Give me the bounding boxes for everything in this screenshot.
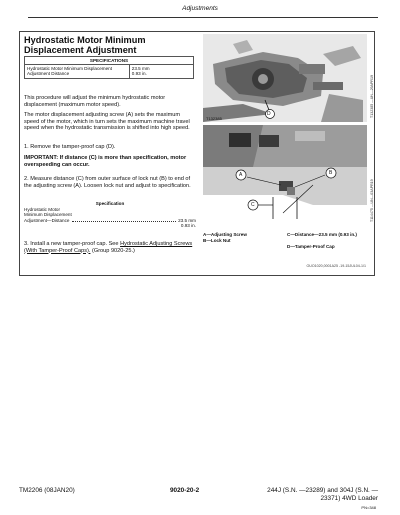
spec-value-in: 0.93 in.: [131, 71, 147, 77]
figure-code: T132385: [206, 116, 222, 121]
legend-tamper-proof-cap: D—Tamper-Proof Cap: [287, 244, 335, 249]
dot-leader: [72, 221, 176, 222]
legend-distance: C—Distance—23.5 mm (0.93 in.): [287, 232, 357, 237]
footer-model: 244J (S.N. —23289) and 304J (S.N. —23371) 4WD Loader: [267, 487, 378, 502]
spec-value-cell: [129, 65, 193, 79]
intro-paragraph: This procedure will adjust the minimum hydrostatic motor displacement (maximum motor speed).: [24, 95, 166, 108]
motor-illustration: [203, 34, 367, 122]
table-row: [25, 65, 194, 79]
important-label: IMPORTANT:: [24, 155, 59, 161]
legend-adjusting-screw: A—Adjusting Screw: [203, 232, 247, 237]
spec-line-2: Minimum Displacement: [24, 212, 72, 218]
specs-table-heading: SPECIFICATIONS: [25, 57, 194, 65]
page-header-title: Adjustments: [182, 5, 218, 12]
figure-callout-b: B: [329, 170, 333, 176]
figure-callout-a: A: [239, 172, 243, 178]
figure-callout-c: C: [251, 202, 255, 208]
step-3: [24, 241, 196, 254]
legend-lock-nut: B—Lock Nut: [203, 238, 231, 243]
spec-line-1: Hydrostatic Motor: [24, 206, 60, 212]
figure-1-side-code: T132385 —UN—29APR19: [370, 75, 374, 118]
spec-value-mm: 23.5 mm: [131, 66, 150, 71]
step-3-link[interactable]: Hydrostatic Adjusting Screws (With Tamper-Proof Caps).: [24, 241, 193, 254]
footer-manual-code: TM2206 (08JAN20): [19, 487, 75, 494]
figure-2-side-code: T114475 —UN—03APR19: [370, 179, 374, 222]
figure-callout-d: D: [267, 111, 271, 117]
step-3-group: (Group 9020-25.): [90, 247, 135, 254]
spec-adjustment-row: [24, 218, 196, 224]
figure-motor-photo: [203, 34, 367, 122]
adjusting-screw-illustration: [203, 125, 367, 227]
header-divider: [28, 17, 378, 18]
important-text: If distance (C) is more than specification, motor overspeeding can occur.: [24, 155, 187, 168]
footer-page-number: 9020-20-2: [170, 487, 200, 494]
figure-adjusting-screw-detail: [203, 125, 367, 227]
step-2: 2. Measure distance (C) from outer surface of lock nut (B) to end of the adjusting screw (A). Loosen lock nut and adjust to specification.: [24, 176, 191, 189]
important-note: [24, 155, 196, 168]
document-id: OUO1020,0001A25 -19-15JUL04-1/1: [306, 264, 366, 268]
specification-block: [24, 201, 196, 229]
footer-pn: PN=348: [361, 505, 376, 510]
spec-adjustment-mm: 23.5 mm: [178, 217, 196, 223]
paragraph-adjusting-screw: The motor displacement adjusting screw (A) sets the maximum speed of the motor, which in turn sets the maximum machine travel speed when the hydrostatic transmission is shifted into high speed.: [24, 112, 190, 132]
step-3-text: 3. Install a new tamper-proof cap. See: [24, 241, 121, 247]
step-1: 1. Remove the tamper-proof cap (D).: [24, 144, 116, 150]
section-title: Hydrostatic Motor Minimum Displacement Adjustment: [24, 35, 146, 55]
spec-adjustment-label: Adjustment—Distance: [24, 217, 70, 223]
specification-heading: Specification: [95, 201, 125, 206]
spec-adjustment-in: 0.93 in.: [180, 223, 196, 229]
spec-label-cell: Hydrostatic Motor Minimum Displacement Adjustment Distance: [25, 65, 130, 79]
specifications-table: [24, 56, 194, 79]
